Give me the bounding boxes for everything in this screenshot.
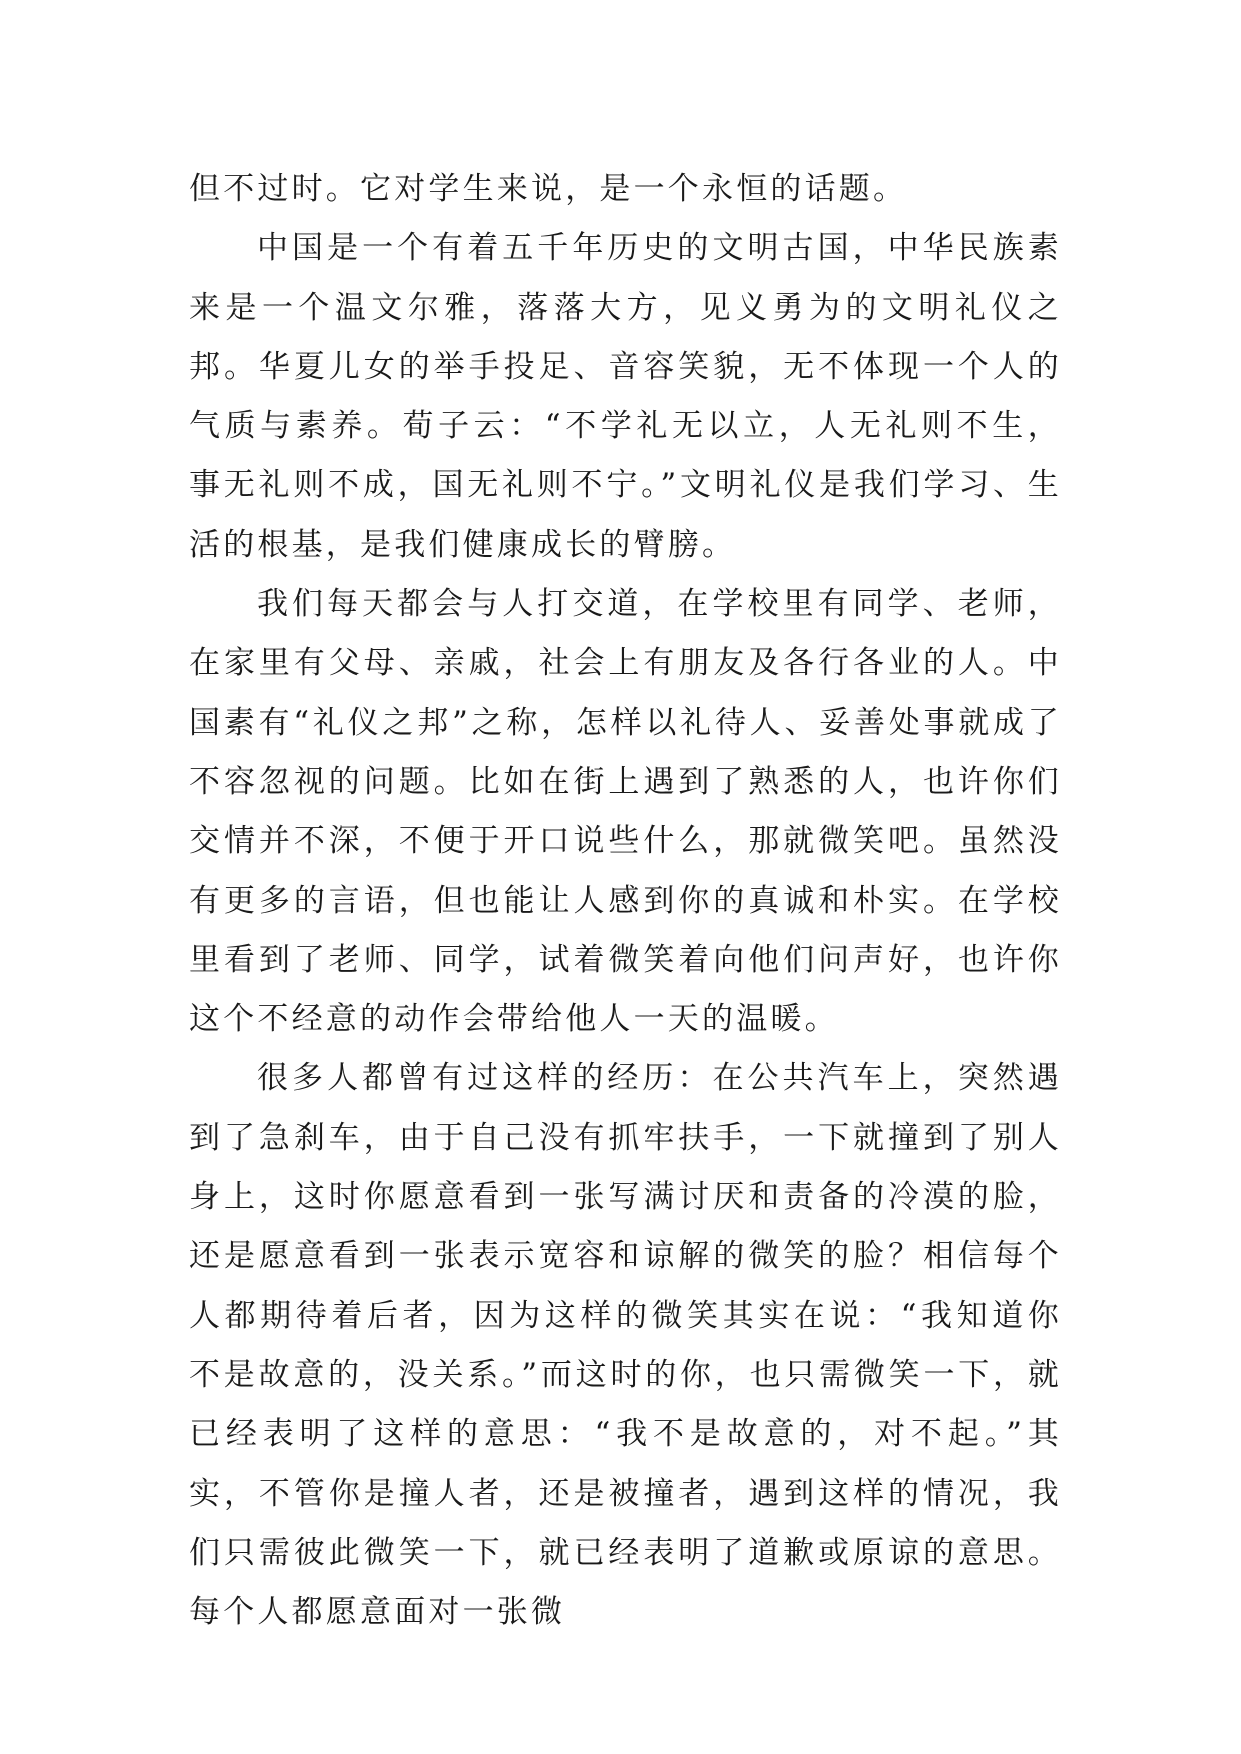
paragraph-civilization: 中国是一个有着五千年历史的文明古国，中华民族素来是一个温文尔雅，落落大方，见义勇为的文明礼仪之邦。华夏儿女的举手投足、音容笑貌，无不体现一个人的气质与素养。荀子云：“不学礼无以立，人无礼则不生，事无礼则不成，国无礼则不宁。”文明礼仪是我们学习、生活的根基，是我们健康成长的臂膀。 [189,230,1062,563]
paragraph-continuation: 但不过时。它对学生来说，是一个永恒的话题。 [189,171,908,207]
paragraph-daily-interaction: 我们每天都会与人打交道，在学校里有同学、老师，在家里有父母、亲戚，社会上有朋友及各行各业的人。中国素有“礼仪之邦”之称，怎样以礼待人、妥善处事就成了不容忽视的问题。比如在街上遇到了熟悉的人，也许你们交情并不深，不便于开口说些什么，那就微笑吧。虽然没有更多的言语，但也能让人感到你的真诚和朴实。在学校里看到了老师、同学，试着微笑着向他们问声好，也许你这个不经意的动作会带给他人一天的温暖。 [189,586,1062,1038]
body-text [189,160,1062,1642]
paragraph-bus-experience: 很多人都曾有过这样的经历：在公共汽车上，突然遇到了急刹车，由于自己没有抓牢扶手，一下就撞到了别人身上，这时你愿意看到一张写满讨厌和责备的冷漠的脸，还是愿意看到一张表示宽容和谅解的微笑的脸？相信每个人都期待着后者，因为这样的微笑其实在说：“我知道你不是故意的，没关系。”而这时的你，也只需微笑一下，就已经表明了这样的意思：“我不是故意的，对不起。”其实，不管你是撞人者，还是被撞者，遇到这样的情况，我们只需彼此微笑一下，就已经表明了道歉或原谅的意思。每个人都愿意面对一张微 [189,1060,1062,1631]
